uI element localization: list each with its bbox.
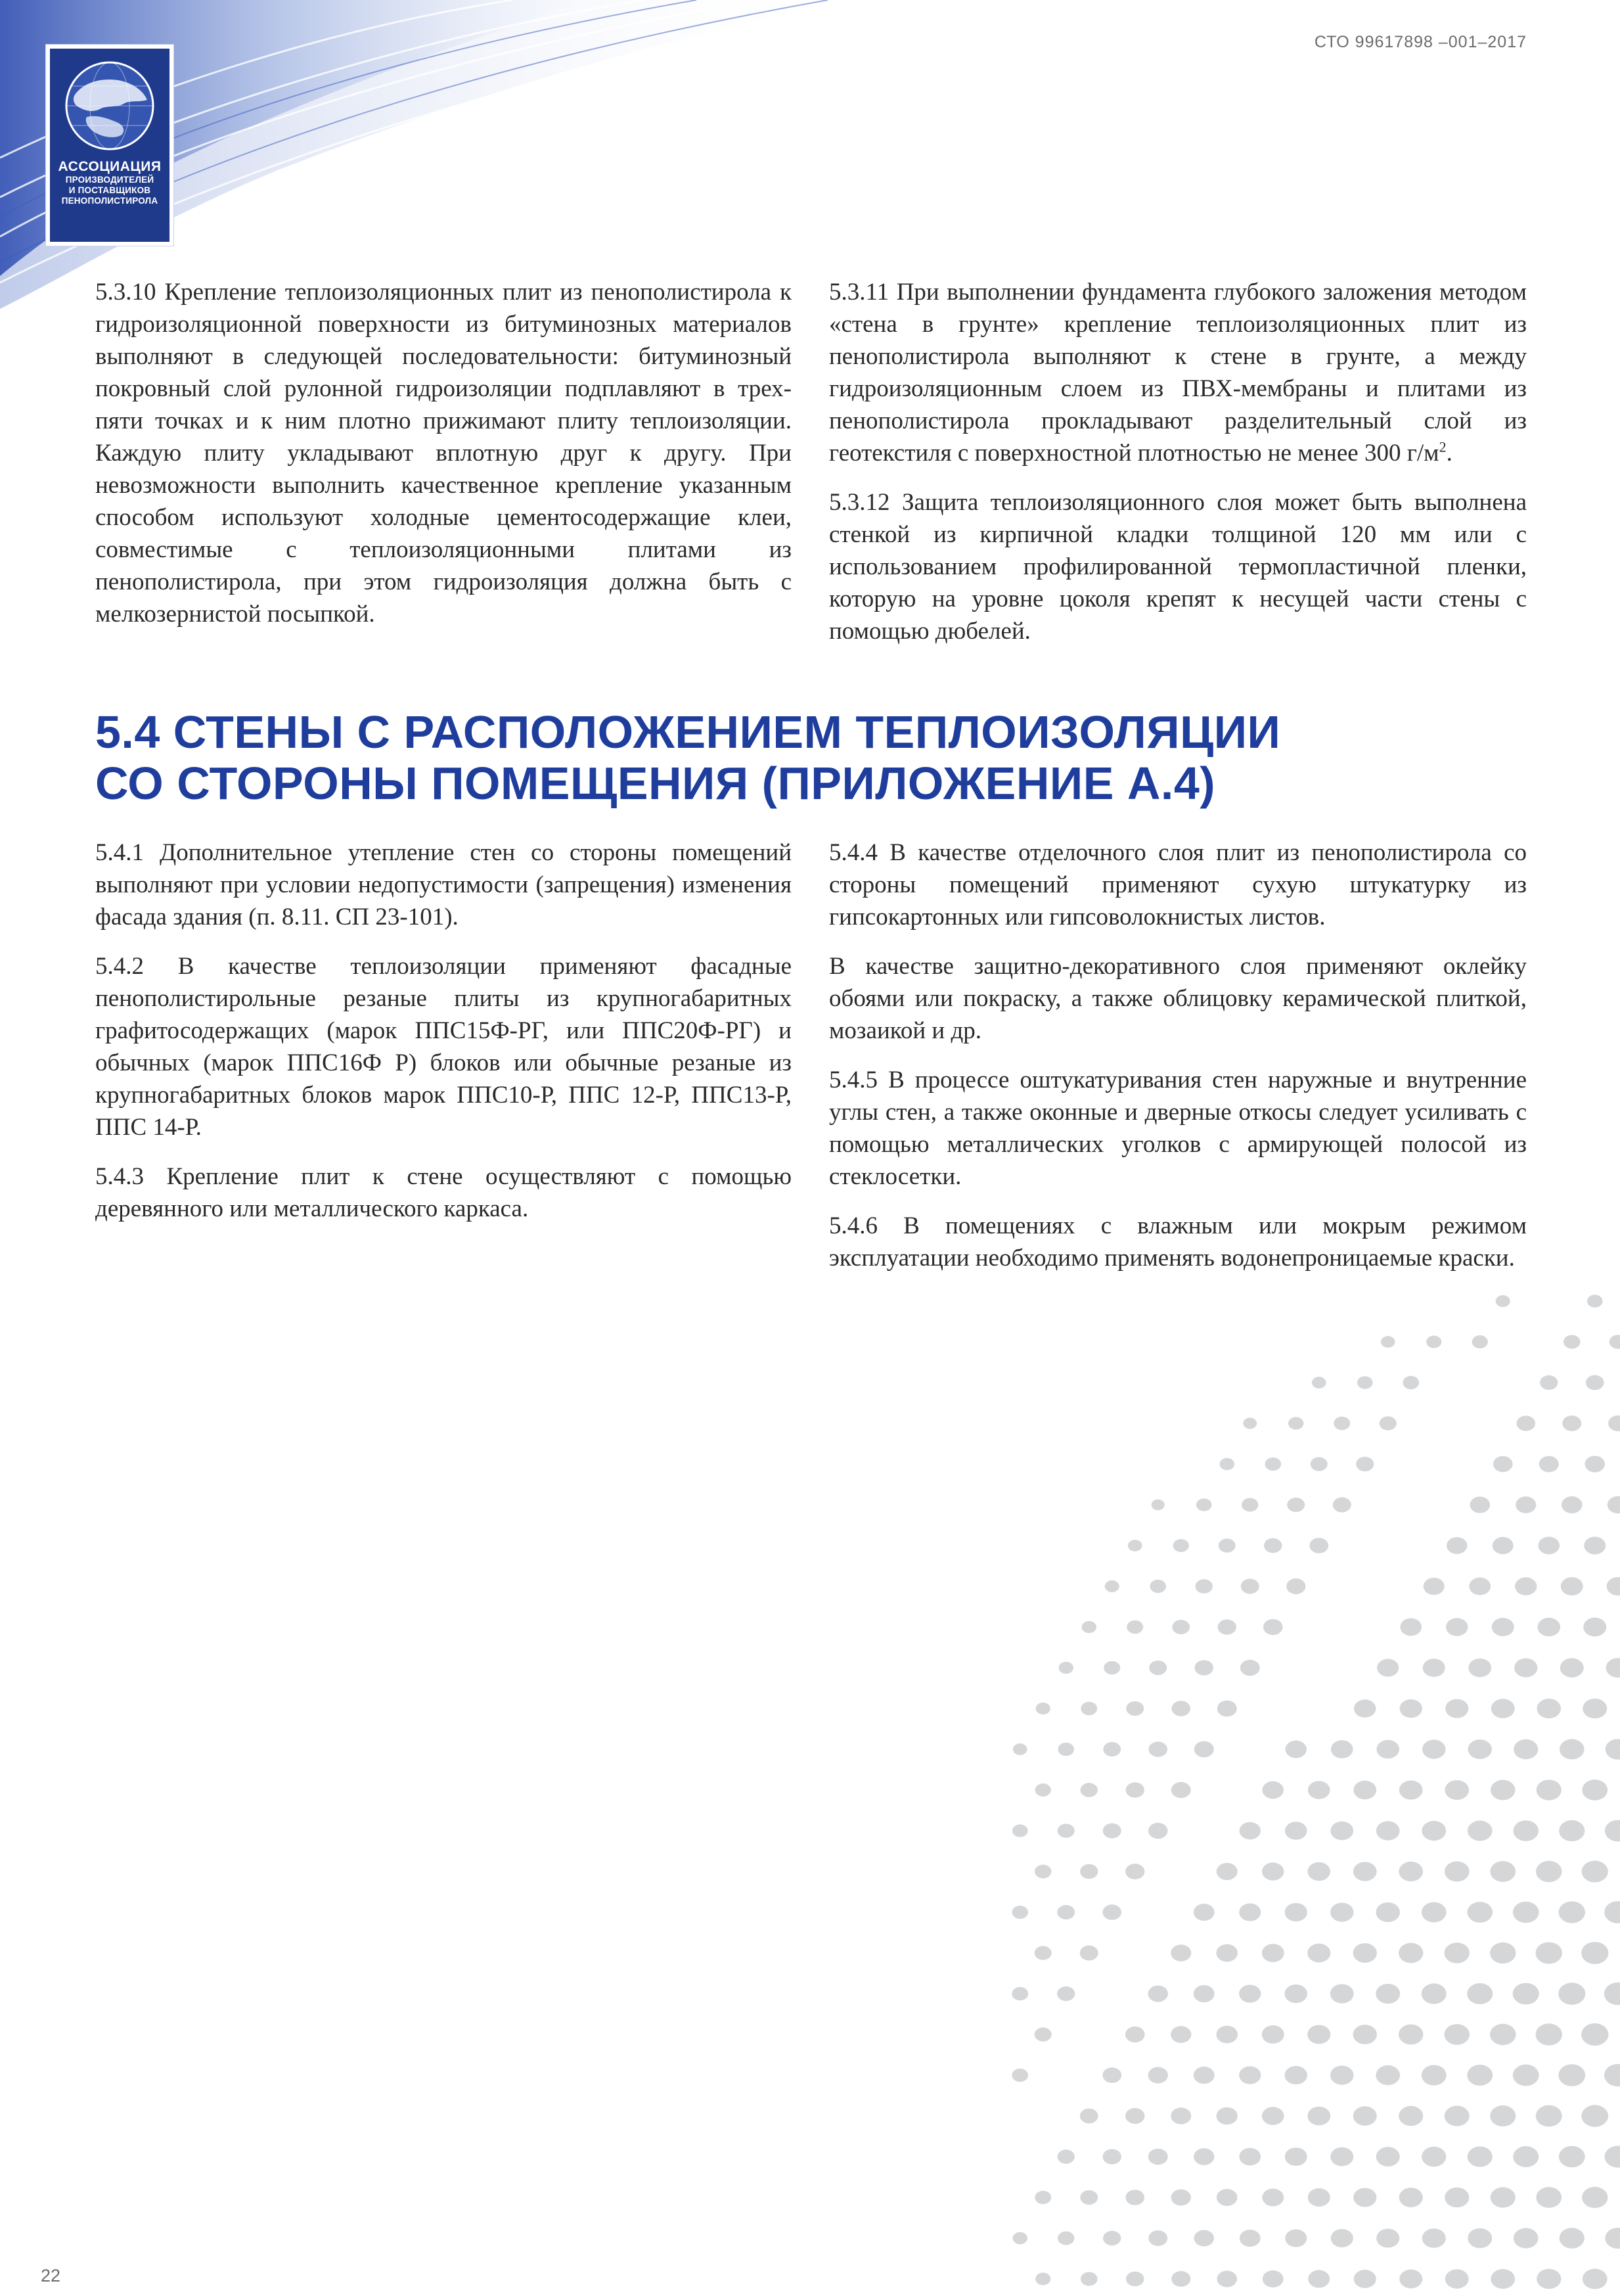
decorative-dot [1127,1620,1143,1634]
decorative-dot [1558,1983,1585,2005]
decorative-dot [1491,2269,1515,2289]
paragraph: 5.4.6 В помещениях с влажным или мокрым режимом эксплуатации необходимо применять водонепроницаемые краски. [829,1212,1527,1272]
decorative-dot [1331,1740,1353,1758]
decorative-dot [1380,1416,1397,1430]
decorative-dot [1240,1660,1260,1676]
decorative-dot [1399,2025,1423,2045]
decorative-dot [1152,1500,1165,1510]
decorative-dot [1399,1943,1423,1963]
decorative-dot [1148,1741,1167,1756]
decorative-dot [1490,2024,1516,2045]
decorative-dot [1376,2065,1400,2085]
decorative-dot [1126,1782,1144,1797]
decorative-dot [1080,1946,1098,1961]
decorative-dot [1240,2230,1261,2247]
decorative-dot [1608,1496,1620,1513]
decorative-dot [1468,1821,1493,1841]
decorative-dot [1376,2229,1399,2248]
logo-subtitle-line: ПРОИЗВОДИТЕЛЕЙ [65,175,154,185]
decorative-dot [1422,1983,1447,2004]
decorative-dot [1171,1701,1190,1716]
decorative-dot [1422,1902,1447,1923]
decorative-dot [1219,1538,1236,1552]
globe-icon [60,57,159,155]
decorative-dot [1535,2023,1562,2045]
superscript: 2 [1439,438,1447,455]
decorative-dot [1058,2232,1074,2245]
decorative-dot [1353,1781,1376,1799]
decorative-dot [1353,2106,1377,2126]
decorative-dot [1445,2105,1470,2126]
decorative-dot [1514,1739,1538,1759]
decorative-dot [1604,1983,1620,2005]
decorative-dot [1353,1862,1377,1881]
decorative-dot [1194,1660,1213,1675]
decorative-dot [1082,1621,1096,1633]
decorative-dot [1194,1741,1214,1758]
decorative-dot [1035,1946,1052,1960]
decorative-dot [1357,1376,1373,1389]
decorative-dot [1400,1699,1422,1718]
decorative-dot [1582,1779,1608,1801]
decorative-dot [1422,2228,1446,2248]
decorative-dot [1081,1783,1098,1797]
decorative-dot [1241,1579,1259,1594]
decorative-dot [1333,1498,1351,1513]
decorative-dot [1377,1659,1399,1676]
decorative-dot [1012,1824,1028,1837]
decorative-dot [1148,1823,1168,1839]
document-code: СТО 99617898 –001–2017 [1314,33,1527,51]
decorative-dot [1080,1864,1098,1879]
paragraph: 5.3.10 Крепление теплоизоляционных плит из пенополистирола к гидроизоляционной поверхности из битуминозных материалов выполняют в следующей последовательности: битуминозный покровный слой рулонной гидроизоляции подплавляют в трех- пяти точках и к ним плотно прижимают плиту теплоизоляции. Каждую плиту укладывают вплотную друг к другу. При невозможности выполнить качественное крепление указанным способом используют холодные цементосодержащие клеи, совместимые с теплоизоляционными плитами из пенополистирола, при этом гидроизоляция должна быть с мелкозернистой посыпкой. [95,279,792,628]
decorative-dot [1587,1295,1603,1307]
decorative-dot [1472,1335,1488,1348]
decorative-dot [1103,2231,1121,2245]
decorative-dot [1218,1619,1236,1634]
decorative-dot [1171,2107,1191,2124]
decorative-dot [1080,2109,1098,2124]
decorative-dot [1262,1781,1284,1799]
decorative-dot [1606,1739,1620,1759]
logo-title: АССОЦИАЦИЯ [58,159,162,174]
paragraph: 5.4.3 Крепление плит к стене осуществляют с помощью деревянного или металлического каркаса. [95,1163,792,1222]
decorative-dot [1194,2230,1214,2247]
decorative-dot [1312,1377,1326,1389]
decorative-dot [1584,1536,1606,1554]
decorative-dot [1446,1618,1468,1636]
decorative-dot [1058,2149,1075,2164]
decorative-dot [1562,1415,1581,1431]
decorative-dot [1376,1740,1399,1758]
decorative-dot [1012,1906,1028,1919]
decorative-dot [1102,2067,1121,2083]
decorative-dot [1171,2271,1190,2287]
decorative-dot [1581,2105,1608,2126]
paragraph-text-end: . [1446,440,1452,467]
decorative-dot [1126,1701,1144,1716]
decorative-dot [1330,1902,1353,1921]
paragraph: 5.4.2 В качестве теплоизоляции применяют фасадные пенополистирольные резаные плиты из крупногабаритных графитосодержащих (марок ППС15Ф-РГ, или ППС20Ф-РГ) и обычных (марок ППС16Ф Р) блоков или обычные резаные из крупногабаритных блоков марок ППС10-Р, ППС 12-Р, ППС13-Р, ППС 14-Р. [95,953,792,1141]
decorative-dot [1399,2106,1423,2126]
section-heading-line: СО СТОРОНЫ ПОМЕЩЕНИЯ (ПРИЛОЖЕНИЕ А.4) [95,758,1216,809]
decorative-dot [1330,1822,1353,1840]
paragraph [829,276,1527,469]
decorative-dot [1035,2027,1052,2041]
decorative-dot [1469,1578,1491,1596]
decorative-dot [1126,2272,1144,2287]
decorative-dot [1285,2066,1307,2084]
decorative-dot [1467,2065,1493,2086]
decorative-dot [1537,1618,1560,1636]
decorative-dot [1539,1456,1559,1473]
decorative-dot [1057,1905,1075,1919]
decorative-dot [1558,2064,1585,2086]
decorative-dot [1219,1458,1234,1471]
paragraph: 5.4.4 В качестве отделочного слоя плит из пенополистирола со стороны помещений применяют сухую штукатурку из гипсокартонных или гипсоволокнистых листов. [829,839,1527,930]
decorative-dot [1559,2146,1585,2168]
decorative-dot [1103,1742,1121,1756]
decorative-dot [1536,2187,1562,2208]
decorative-dot [1468,2228,1492,2248]
decorative-dot [1239,2148,1261,2166]
paragraph-text: 5.3.11 При выполнении фундамента глубокого заложения методом «стена в грунте» крепление теплоизоляционных плит из пенополистирола выполняют к стене в грунте, а между гидроизоляционным слоем из ПВХ-мембраны и плитами из пенополистирола прокладывают разделительный слой из геотекстиля с поверхностной плотностью не менее 300 г/м [829,279,1527,467]
decorative-dot [1491,1699,1515,1718]
decorative-dot [1490,2105,1516,2126]
decorative-dot [1354,2270,1376,2288]
decorative-dot [1445,1862,1470,1882]
decorative-dot [1559,1901,1585,1923]
decorative-dot [1284,1985,1307,2003]
decorative-dot [1468,1659,1491,1677]
decorative-dot [1217,2107,1238,2125]
decorative-dot [1399,1780,1423,1799]
section-heading-line: 5.4 СТЕНЫ С РАСПОЛОЖЕНИЕМ ТЕПЛОИЗОЛЯЦИИ [95,706,1281,758]
decorative-dot [1403,1376,1419,1389]
decorative-dot [1537,1699,1561,1718]
decorative-dot [1468,1739,1492,1759]
decorative-dot [1059,1662,1073,1674]
decorative-dot [1560,2228,1585,2248]
decorative-dot [1445,2188,1469,2207]
decorative-dot [1353,2025,1377,2044]
decorative-dot [1217,2270,1237,2287]
section-53-right-column [829,276,1527,664]
decorative-dot [1514,2228,1539,2249]
decorative-dot [1467,1983,1493,2004]
decorative-dot [1013,1743,1027,1755]
decorative-dot [1012,2232,1027,2245]
decorative-dot [1583,2269,1608,2289]
decorative-dot [1493,1456,1513,1472]
decorative-dot [1353,2188,1376,2207]
decorative-dot [1125,2027,1145,2042]
decorative-dot [1538,1537,1560,1555]
decorative-dot [1513,1983,1539,2005]
decorative-dot [1491,1780,1515,1801]
decorative-dot [1058,1743,1074,1756]
decorative-dot [1583,1618,1606,1637]
decorative-dot [1447,1537,1467,1554]
paragraph: 5.4.1 Дополнительное утепление стен со стороны помещений выполняют при условии недопустимости (запрещения) изменения фасада здания (п. 8.11. СП 23-101). [95,839,792,930]
paragraph: В качестве защитно-декоративного слоя применяют оклейку обоями или покраску, а также облицовку керамической плиткой, мозаикой и др. [829,953,1527,1044]
decorative-dot [1307,2025,1330,2044]
decorative-dot [1562,1496,1583,1513]
decorative-dot [1148,2230,1167,2246]
decorative-dot [1148,2149,1168,2165]
decorative-dot [1581,2023,1608,2046]
decorative-dot [1217,1863,1238,1880]
decorative-dot [1102,1904,1121,1919]
decorative-dot [1240,1822,1261,1840]
decorative-dot [1262,1944,1284,1962]
decorative-dot [1564,1335,1581,1348]
decorative-dot [1536,1861,1562,1882]
decorative-dot [1103,1824,1121,1839]
decorative-dot [1057,1986,1075,2001]
decorative-dot [1376,2147,1400,2167]
decorative-dot [1424,1578,1445,1595]
decorative-dot [1422,1739,1446,1758]
decorative-dot [1516,1415,1535,1431]
decorative-dot [1493,1537,1514,1554]
decorative-dot [1104,1661,1120,1675]
decorative-dot [1330,2147,1353,2167]
decorative-dot [1334,1417,1350,1430]
decorative-dot [1285,1903,1307,1921]
section-53-left-column [95,276,792,647]
decorative-dot [1171,2190,1191,2206]
decorative-dot [1399,2188,1423,2207]
decorative-dot [1239,2066,1261,2084]
decorative-dot [1537,2269,1561,2289]
decorative-dot [1422,2147,1446,2167]
decorative-dot [1467,1902,1493,1923]
decorative-dot [1263,1619,1283,1635]
decorative-dot [1381,1336,1395,1348]
association-logo [46,45,173,246]
decorative-dot [1491,2187,1516,2207]
decorative-dot [1422,2065,1447,2085]
decorative-dot [1288,1417,1303,1429]
decorative-dot [1426,1335,1441,1348]
decorative-dot [1513,2146,1539,2167]
decorative-dot [1561,1577,1583,1596]
decorative-dot [1399,2270,1422,2289]
decorative-dot [1307,1862,1330,1881]
decorative-dot [1216,1944,1238,1962]
decorative-dot [1513,1902,1539,1923]
decorative-dot [1216,2026,1238,2044]
logo-subtitle-line: И ПОСТАВЩИКОВ [68,185,151,195]
decorative-dot [1196,1498,1212,1511]
decorative-dot [1148,2067,1168,2084]
decorative-dot [1537,1779,1562,1800]
decorative-dot [1607,1577,1620,1596]
decorative-dot [1353,1943,1377,1963]
decorative-dot [1423,1659,1445,1677]
decorative-dot [1490,1942,1516,1963]
decorative-dot [1265,1458,1281,1471]
decorative-dot [1125,2190,1144,2205]
decorative-dot [1239,1903,1261,1921]
decorative-dot [1376,1902,1400,1922]
decorative-dot [1171,1782,1191,1798]
decorative-dot [1150,1580,1166,1593]
decorative-dot [1582,2187,1608,2208]
decorative-dot [1560,1739,1585,1760]
decorative-dot [1287,1498,1305,1512]
decorative-dot [1608,1415,1620,1431]
decorative-dot [1604,1901,1620,1923]
decorative-dot [1262,2189,1284,2207]
decorative-dot [1536,2105,1562,2127]
decorative-dot [1331,2229,1353,2247]
decorative-dot [1081,1702,1097,1715]
decorative-dot [1128,1540,1142,1551]
decorative-dot [1307,1944,1330,1963]
decorative-dot [1308,2270,1330,2287]
decorative-dot [1308,1781,1330,1799]
decorative-dot [1585,1456,1605,1472]
decorative-dot [1105,1580,1119,1592]
decorative-dot [1194,1985,1215,2002]
decorative-dot [1514,1658,1537,1677]
section-heading [95,706,1541,809]
decorative-dot [1513,2065,1539,2086]
decorative-dot [1012,1987,1028,2000]
decorative-dot [1399,1862,1423,1881]
decorative-dot [1354,1699,1376,1717]
decorative-dot [1171,2026,1191,2043]
decorative-dot [1173,1539,1189,1552]
decorative-dot [1081,2272,1098,2285]
decorative-dot [1103,2149,1121,2164]
decorative-dot [1262,2025,1284,2044]
decorative-dot [1035,1865,1051,1879]
decorative-dot [1445,1942,1470,1963]
decorative-dot [1217,1701,1237,1717]
decorative-dot [1516,1496,1536,1513]
decorative-dot [1400,1619,1422,1636]
decorative-dot [1172,1620,1190,1634]
decorative-dot [1586,1375,1604,1390]
decorative-dot [1125,1864,1144,1879]
decorative-dot [1311,1457,1328,1471]
decorative-dot [1536,1942,1562,1963]
decorative-dot [1148,1985,1168,2002]
decorative-dot [1035,2191,1051,2204]
decorative-dot [1422,1821,1446,1841]
section-54-left-column [95,837,792,1242]
decorative-dot [1243,1417,1257,1429]
decorative-dot [1445,1699,1468,1718]
decorative-dot [1149,1661,1167,1675]
decorative-dot [1239,1985,1261,2002]
decorative-dot [1605,2146,1620,2167]
decorative-dot [1262,2107,1284,2125]
decorative-dot [1445,2269,1469,2288]
decorative-dot [1012,2069,1028,2082]
decorative-dot [1330,1984,1354,2003]
decorative-dot [1376,1984,1400,2004]
decorative-dot [1496,1295,1510,1307]
decorative-dot [1604,2064,1620,2086]
decorative-dot [1583,1699,1607,1718]
decorative-dot [1217,2189,1238,2206]
decorative-dot [1036,1703,1050,1714]
decorative-dot [1605,1820,1620,1842]
decorative-dot [1540,1375,1558,1390]
decorative-dot [1444,2024,1470,2045]
decorative-dot [1356,1457,1374,1471]
decorative-dot [1171,1944,1191,1962]
decorative-dot [1308,2188,1330,2207]
decorative-dot [1307,2107,1330,2126]
decorative-dot [1285,2147,1307,2166]
decorative-dot [1605,2228,1620,2249]
decorative-dot [1263,2270,1284,2287]
decorative-dot [1559,1820,1585,1841]
decorative-dot [1035,1783,1051,1797]
decorative-dot [1285,2229,1307,2247]
decorative-dot [1560,1658,1584,1677]
decorative-dot [1080,2190,1098,2205]
decorative-dot [1490,1861,1516,1882]
decorative-dot [1376,1821,1400,1840]
decorative-dot [1330,2065,1354,2084]
decorative-dot [1194,2067,1215,2084]
decorative-dot [1125,2108,1144,2124]
decorative-dot [1470,1496,1490,1513]
decorative-dot [1445,1780,1469,1800]
decorative-dot [1195,1579,1212,1594]
decorative-dot [1309,1538,1328,1553]
decorative-dot [1513,1820,1539,1841]
decorative-dot [1515,1577,1537,1595]
decorative-dot [1606,1658,1620,1678]
decorative-dot [1286,1578,1305,1594]
section-54-right-column [829,837,1527,1291]
decorative-dot [1058,1824,1075,1837]
decorative-dot [1581,1942,1608,1964]
decorative-dot [1609,1335,1620,1348]
decorative-dot [1262,1862,1284,1880]
decorative-dot [1468,2146,1493,2167]
decorative-dot [1492,1618,1514,1636]
decorative-dot [1035,2272,1050,2285]
page-number: 22 [41,2266,61,2285]
decorative-dot [1285,1741,1307,1758]
logo-subtitle-line: ПЕНОПОЛИСТИРОЛА [61,196,158,206]
decorative-dot [1194,1904,1215,1921]
decorative-dot [1285,1822,1307,1840]
decorative-dot [1194,2148,1214,2165]
decorative-dot [1264,1538,1282,1553]
paragraph: 5.3.12 Защита теплоизоляционного слоя может быть выполнена стенкой из кирпичной кладки толщиной 120 мм или с использованием профилированной термопластичной пленки, которую на уровне цоколя крепят к несущей части стены с помощью дюбелей. [829,489,1527,645]
decorative-dot [1242,1498,1258,1512]
decorative-dot [1582,1861,1608,1883]
paragraph: 5.4.5 В процессе оштукатуривания стен наружные и внутренние углы стен, а также оконные и дверные откосы следует усиливать с помощью металлических уголков с армирующей полосой из стеклосетки. [829,1067,1527,1190]
